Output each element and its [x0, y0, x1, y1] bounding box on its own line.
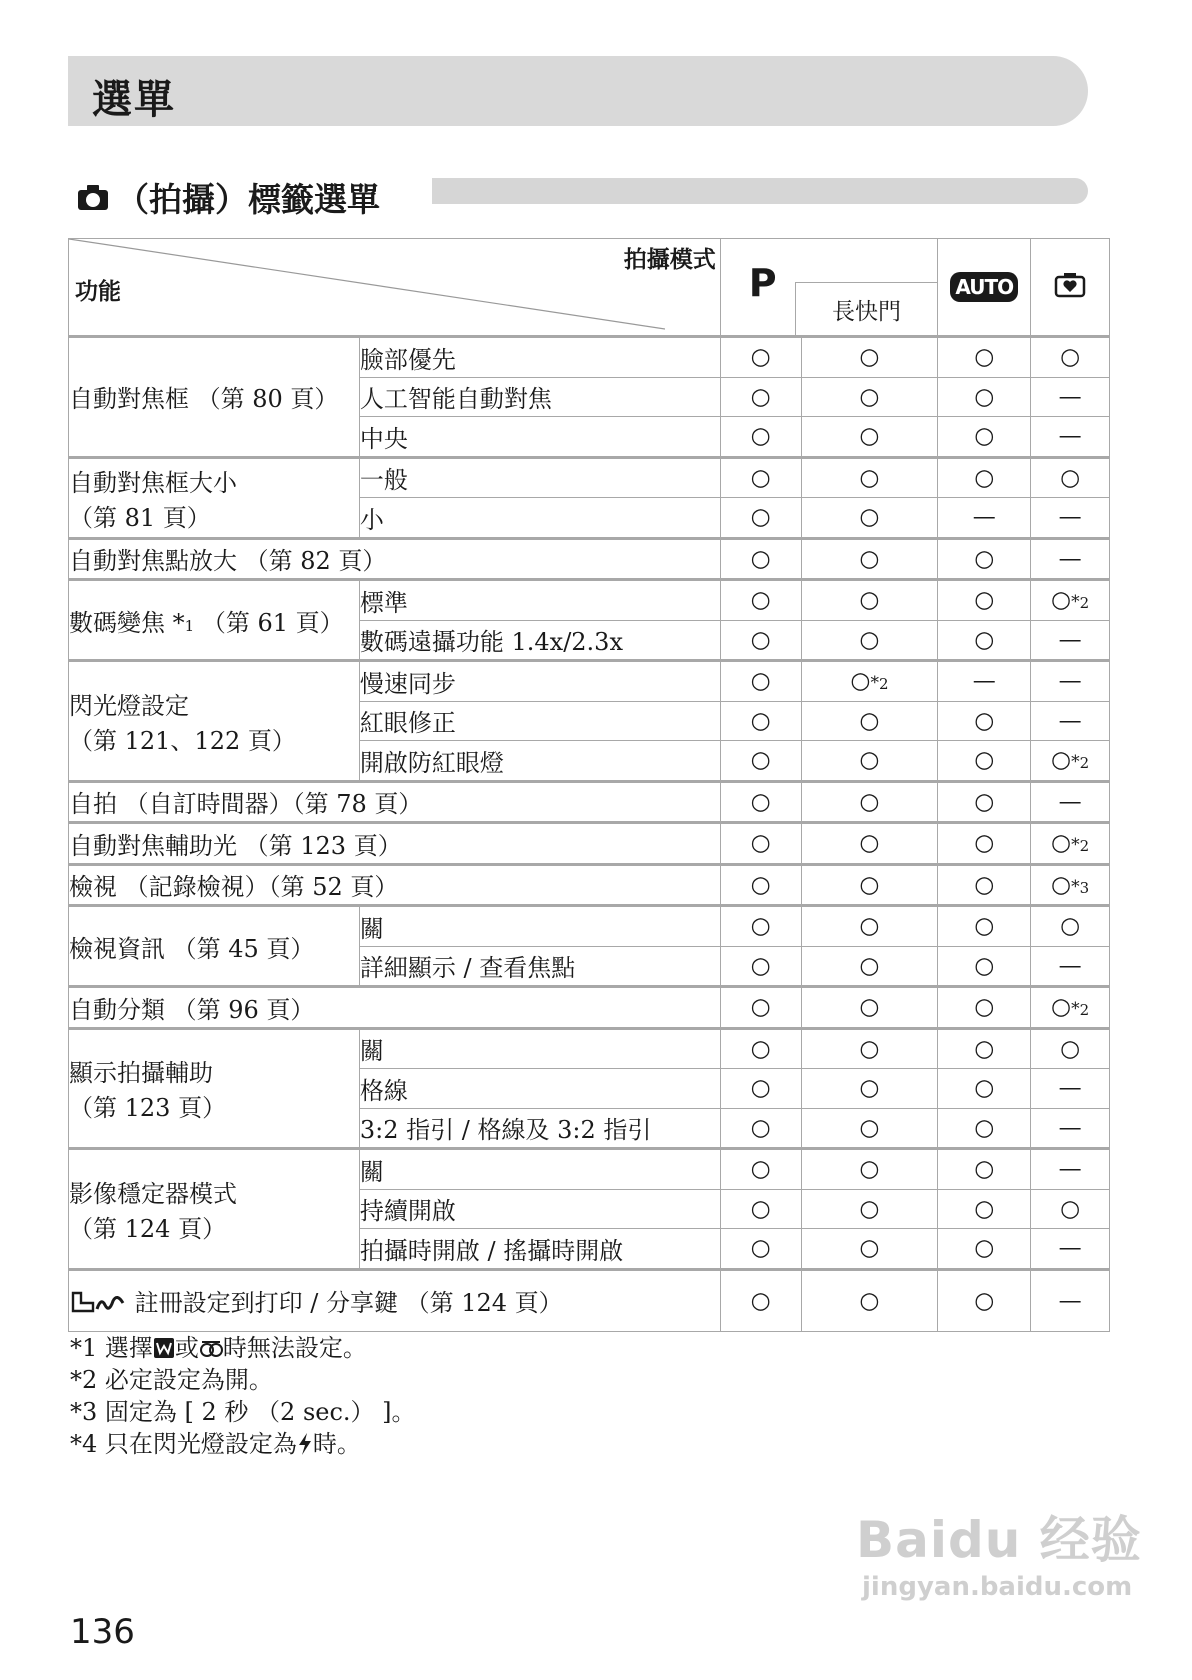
mark-available: ○ — [720, 1189, 801, 1229]
mark-available: ○ — [801, 417, 938, 458]
mark-available: ○ — [938, 580, 1031, 621]
function-label: 功能 — [75, 279, 121, 305]
function-name: 檢視資訊 （第 45 頁） — [69, 906, 360, 987]
mark-available: ○ — [938, 1269, 1031, 1331]
option-name: 關 — [359, 1149, 720, 1190]
menu-table-body — [69, 337, 1110, 1332]
mark-available: ○ — [720, 906, 801, 947]
mark-available: ○ — [720, 620, 801, 661]
mark-available: ○ — [801, 701, 938, 741]
mark-available: ○ — [720, 1069, 801, 1109]
mark-available: ○ — [801, 1229, 938, 1270]
function-name: 檢視 （記錄檢視）（第 52 頁） — [69, 864, 721, 906]
mode-label: 拍攝模式 — [623, 247, 716, 273]
option-name: 格線 — [359, 1069, 720, 1109]
function-name: 自動對焦框 （第 80 頁） — [69, 337, 360, 458]
header-p-mode — [720, 239, 938, 337]
function-name: 自拍 （自訂時間器）（第 78 頁） — [69, 781, 721, 823]
mark-unavailable: — — [1031, 620, 1110, 661]
mark-available: ○ — [801, 337, 938, 378]
mark-available: ○ — [720, 864, 801, 906]
table-row — [69, 987, 1110, 1029]
mark-unavailable: — — [938, 661, 1031, 702]
option-name: 一般 — [359, 457, 720, 498]
option-name: 拍攝時開啟 / 搖攝時開啟 — [359, 1229, 720, 1270]
option-name: 標準 — [359, 580, 720, 621]
mark-unavailable: — — [1031, 538, 1110, 580]
mark-available: ○ — [938, 946, 1031, 987]
function-name: 影像穩定器模式 （第 124 頁） — [69, 1149, 360, 1270]
mark-available: ○ — [938, 417, 1031, 458]
function-name: 自動分類 （第 96 頁） — [69, 987, 721, 1029]
mark-available: ○ — [801, 987, 938, 1029]
mark-available: ○ — [801, 580, 938, 621]
mark-available: ○ — [938, 1108, 1031, 1149]
table-row — [69, 457, 1110, 498]
header-diagonal-cell — [69, 239, 721, 337]
mark-available: ○ — [938, 864, 1031, 906]
mark-available: ○ — [720, 741, 801, 782]
footnote-1: *1 選擇 或 時無法設定。 — [70, 1334, 367, 1362]
option-name: 小 — [359, 498, 720, 539]
table-row — [69, 538, 1110, 580]
mark-available: ○ — [720, 1149, 801, 1190]
watermark-logo: Baidu 经验 — [856, 1511, 1142, 1569]
title-banner — [68, 56, 1088, 126]
page-number: 136 — [70, 1612, 135, 1652]
mark-available: ○ — [938, 701, 1031, 741]
mark-available: ○ — [720, 538, 801, 580]
option-name: 關 — [359, 906, 720, 947]
menu-table — [68, 238, 1110, 1332]
header-smart-mode — [1031, 239, 1110, 337]
mark-unavailable: — — [1031, 661, 1110, 702]
footnote-2: *2 必定設定為開。 — [70, 1366, 273, 1394]
option-name: 臉部優先 — [359, 337, 720, 378]
mark-available: ○ — [720, 701, 801, 741]
mark-available: ○ — [938, 741, 1031, 782]
table-row — [69, 337, 1110, 378]
mark-unavailable: — — [1031, 946, 1110, 987]
watermark-url: jingyan.baidu.com — [862, 1572, 1133, 1602]
mark-available: ○*3 — [1031, 864, 1110, 906]
long-shutter-label: 長快門 — [795, 282, 938, 335]
mark-available: ○ — [801, 741, 938, 782]
mark-available: ○ — [720, 377, 801, 417]
scene-mode-icon — [199, 1337, 223, 1359]
camera-icon — [76, 182, 110, 212]
option-name: 中央 — [359, 417, 720, 458]
function-name: 閃光燈設定 （第 121、122 頁） — [69, 661, 360, 782]
footnote-3: *3 固定為 [ 2 秒 （2 sec.） ]。 — [70, 1398, 416, 1426]
mark-available: ○ — [720, 417, 801, 458]
table-row — [69, 781, 1110, 823]
section-title: （拍攝）標籤選單 — [116, 179, 380, 219]
option-name: 持續開啟 — [359, 1189, 720, 1229]
mark-unavailable: — — [1031, 1229, 1110, 1270]
diagonal-line — [69, 239, 665, 335]
option-name: 數碼遠攝功能 1.4x/2.3x — [359, 620, 720, 661]
mark-available: ○ — [801, 538, 938, 580]
table-row — [69, 661, 1110, 702]
mark-available: ○ — [938, 538, 1031, 580]
mark-available: ○ — [720, 946, 801, 987]
option-name: 關 — [359, 1028, 720, 1069]
function-name: 數碼變焦 *1 （第 61 頁） — [69, 580, 360, 661]
table-row — [69, 1269, 1110, 1331]
mark-available: ○ — [801, 377, 938, 417]
mark-available: ○ — [938, 1069, 1031, 1109]
mark-available: ○*2 — [1031, 823, 1110, 865]
table-row — [69, 580, 1110, 621]
mark-available: ○ — [938, 781, 1031, 823]
mark-available: ○ — [938, 987, 1031, 1029]
option-name: 人工智能自動對焦 — [359, 377, 720, 417]
mark-unavailable: — — [1031, 1269, 1110, 1331]
mark-available: ○ — [720, 661, 801, 702]
mark-unavailable: — — [1031, 701, 1110, 741]
mark-available: ○ — [720, 337, 801, 378]
mark-available: ○*2 — [801, 661, 938, 702]
function-name: 顯示拍攝輔助 （第 123 頁） — [69, 1028, 360, 1149]
mark-available: ○ — [801, 457, 938, 498]
mark-available: ○ — [720, 823, 801, 865]
mark-available: ○ — [720, 1108, 801, 1149]
table-row — [69, 864, 1110, 906]
mark-available: ○ — [801, 1269, 938, 1331]
mark-available: ○ — [720, 1028, 801, 1069]
function-name: 自動對焦點放大 （第 82 頁） — [69, 538, 721, 580]
mark-available: ○ — [938, 377, 1031, 417]
table-row — [69, 906, 1110, 947]
mark-available: ○ — [720, 987, 801, 1029]
mark-available: ○ — [720, 1229, 801, 1270]
mark-available: ○ — [720, 580, 801, 621]
mark-available: ○ — [801, 1069, 938, 1109]
mark-available: ○ — [801, 1028, 938, 1069]
page-title: 選單 — [92, 77, 176, 123]
option-name: 詳細顯示 / 查看焦點 — [359, 946, 720, 987]
mark-unavailable: — — [1031, 498, 1110, 539]
mark-available: ○ — [801, 864, 938, 906]
function-name: 自動對焦框大小 （第 81 頁） — [69, 457, 360, 538]
mark-available: ○ — [1031, 1189, 1110, 1229]
section-heading — [76, 176, 380, 218]
table-row — [69, 1028, 1110, 1069]
print-share-icon — [69, 1289, 127, 1315]
mark-available: ○ — [720, 781, 801, 823]
mark-unavailable: — — [1031, 1108, 1110, 1149]
function-name: 註冊設定到打印 / 分享鍵 （第 124 頁） — [69, 1269, 721, 1331]
mark-unavailable: — — [938, 498, 1031, 539]
mark-available: ○ — [720, 1269, 801, 1331]
option-name: 開啟防紅眼燈 — [359, 741, 720, 782]
mark-unavailable: — — [1031, 417, 1110, 458]
mark-available: ○ — [801, 1149, 938, 1190]
mark-unavailable: — — [1031, 1069, 1110, 1109]
mark-available: ○ — [801, 620, 938, 661]
mark-available: ○ — [801, 1189, 938, 1229]
program-mode-icon: P — [748, 261, 777, 305]
wide-mode-icon — [153, 1337, 175, 1359]
mark-available: ○ — [801, 946, 938, 987]
mark-available: ○ — [1031, 337, 1110, 378]
auto-mode-icon: AUTO — [950, 272, 1018, 302]
section-bar — [432, 178, 1088, 204]
mark-available: ○ — [801, 906, 938, 947]
mark-unavailable: — — [1031, 781, 1110, 823]
mark-available: ○ — [938, 1028, 1031, 1069]
mark-available: ○ — [938, 1189, 1031, 1229]
mark-available: ○ — [938, 337, 1031, 378]
mark-available: ○ — [938, 1149, 1031, 1190]
table-row — [69, 1149, 1110, 1190]
function-name: 自動對焦輔助光 （第 123 頁） — [69, 823, 721, 865]
footnote-4: *4 只在閃光燈設定為 時。 — [70, 1430, 361, 1458]
table-row — [69, 823, 1110, 865]
mark-available: ○ — [1031, 457, 1110, 498]
mark-available: ○ — [801, 498, 938, 539]
mark-available: ○ — [938, 1229, 1031, 1270]
mark-available: ○*2 — [1031, 987, 1110, 1029]
mark-unavailable: — — [1031, 1149, 1110, 1190]
option-name: 慢速同步 — [359, 661, 720, 702]
mark-available: ○ — [938, 906, 1031, 947]
option-name: 紅眼修正 — [359, 701, 720, 741]
mark-unavailable: — — [1031, 377, 1110, 417]
mark-available: ○ — [1031, 1028, 1110, 1069]
mark-available: ○ — [801, 1108, 938, 1149]
flash-icon — [297, 1432, 313, 1456]
watermark — [856, 1500, 1142, 1602]
mark-available: ○ — [720, 498, 801, 539]
mark-available: ○ — [1031, 906, 1110, 947]
mark-available: ○ — [801, 781, 938, 823]
mark-available: ○ — [938, 457, 1031, 498]
mark-available: ○*2 — [1031, 580, 1110, 621]
footnotes — [70, 1332, 416, 1460]
mark-available: ○ — [720, 457, 801, 498]
mark-available: ○ — [938, 620, 1031, 661]
header-auto-mode — [938, 239, 1031, 337]
mark-available: ○ — [801, 823, 938, 865]
header-row — [69, 239, 1110, 337]
smart-auto-camera-icon — [1054, 270, 1086, 298]
mark-available: ○ — [938, 823, 1031, 865]
mark-available: ○*2 — [1031, 741, 1110, 782]
option-name: 3:2 指引 / 格線及 3:2 指引 — [359, 1108, 720, 1149]
